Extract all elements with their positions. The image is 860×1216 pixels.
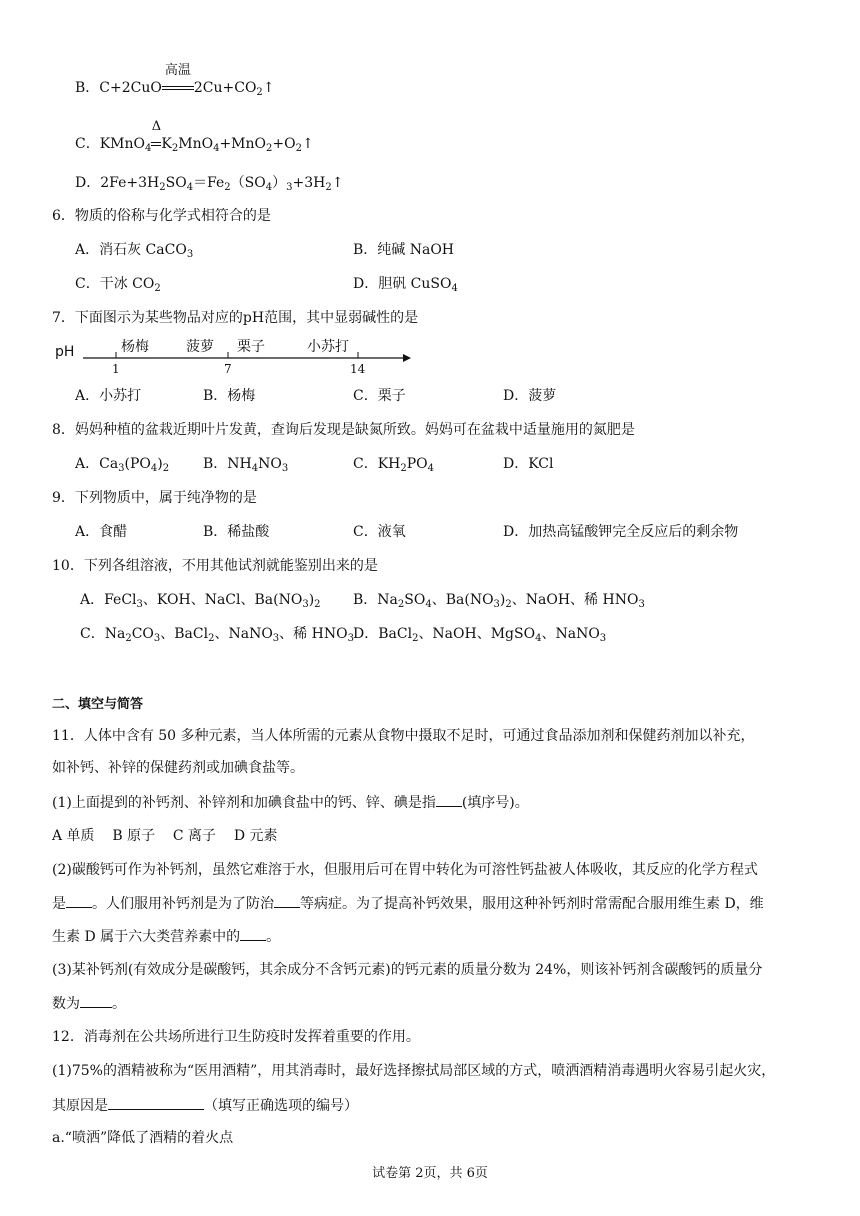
q12-line-3: 其原因是 （填写正确选项的编号） (52, 1095, 358, 1116)
q10-option-d: D．BaCl$_2$、NaOH、MgSO$_4$、NaNO$_3$ (353, 626, 607, 644)
q5-option-c: C．KMnO$_4$ Δ $K_2MnO_4+MnO_2+O_2↑$ (75, 119, 314, 154)
answer-blank[interactable] (274, 893, 300, 908)
q8-option-a: A．$Ca_3(PO_4)_2$ (75, 456, 170, 474)
q11-line-7: 生素 D 属于六大类营养素中的 。 (52, 926, 280, 947)
q7-stem: 7．下面图示为某些物品对应的pH范围，其中显弱碱性的是 (52, 310, 419, 326)
q10-option-b: B．$Na_2SO_4$、$Ba(NO_3)_2$、NaOH、稀 $HNO_3$ (353, 592, 645, 610)
q12-line-4: a.“喷洒”降低了酒精的着火点 (52, 1130, 234, 1146)
q8-option-b: B．$NH_4NO_3$ (203, 456, 289, 474)
answer-blank[interactable] (80, 993, 112, 1008)
answer-blank[interactable] (108, 1095, 204, 1110)
ph-item-boluo: 菠萝 (186, 339, 214, 355)
q8-stem: 8．妈妈种植的盆栽近期叶片发黄，查询后发现是缺氮所致。妈妈可在盆栽中适量施用的氮肥是 (52, 422, 635, 438)
q9-option-d: D．加热高锰酸钾完全反应后的剩余物 (503, 524, 739, 540)
q11-line-8: (3)某补钙剂(有效成分是碳酸钙，其余成分不含钙元素)的钙元素的质量分数为 24%，则该补钙剂含碳酸钙的质量分 (52, 962, 763, 978)
q11-line-1: 11．人体中含有 50 多种元素，当人体所需的元素从食物中摄取不足时，可通过食品添加剂和保健药剂加以补充， (52, 728, 755, 744)
ph-item-xiaosuda: 小苏打 (307, 339, 349, 355)
ph-scale-diagram (55, 338, 415, 378)
q5-option-d: D．$2Fe+3H_2SO_4=Fe_2(SO_4)_3+3H_2↑$ (75, 175, 344, 193)
q11-line-4: A 单质 B 原子 C 离子 D 元素 (52, 828, 278, 844)
q6-option-d: D．胆矾 CuSO$_4$ (353, 276, 458, 294)
answer-blank[interactable] (66, 893, 92, 908)
q8-option-d: D．KCl (503, 456, 554, 472)
q6-option-c: C．干冰 $CO_2$ (75, 276, 161, 294)
q9-option-b: B．稀盐酸 (203, 524, 270, 540)
ph-label: pH (55, 344, 75, 360)
ph-item-yangmei: 杨梅 (121, 339, 149, 355)
q6-option-a: A．消石灰 CaCO$_3$ (75, 242, 194, 260)
q12-line-2: (1)75%的酒精被称为“医用酒精”，用其消毒时，最好选择擦拭局部区域的方式，喷洒酒精消毒遇明火容易引起火灾， (52, 1063, 776, 1079)
q7-option-a: A．小苏打 (75, 388, 142, 404)
q9-option-c: C．液氧 (353, 524, 406, 540)
q11-line-9: 数为 。 (52, 993, 126, 1014)
q7-option-c: C．栗子 (353, 388, 406, 404)
q11-line-2: 如补钙、补锌的保健药剂或加碘食盐等。 (52, 760, 304, 776)
q6-option-b: B．纯碱 NaOH (353, 242, 455, 258)
q6-stem: 6．物质的俗称与化学式相符合的是 (52, 208, 271, 224)
q10-option-a: A．FeCl$_3$、KOH、NaCl、$Ba(NO_3)_2$ (80, 592, 321, 610)
q7-option-d: D．菠萝 (503, 388, 557, 404)
reaction-condition: Δ (151, 134, 161, 154)
q8-option-c: C．$KH_2PO_4$ (353, 456, 435, 474)
q9-option-a: A．食醋 (75, 524, 128, 540)
q11-line-6: 是 。人们服用补钙剂是为了防治 等病症。为了提高补钙效果，服用这种补钙剂时常需配合服用维生素 D，维 (52, 893, 764, 914)
ph-tick-14: 14 (350, 362, 366, 376)
q11-line-5: (2)碳酸钙可作为补钙剂，虽然它难溶于水，但服用后可在胃中转化为可溶性钙盐被人体吸收，其反应的化学方程式 (52, 862, 758, 878)
ph-tick-1: 1 (112, 362, 120, 376)
answer-blank[interactable] (436, 792, 462, 807)
q10-stem: 10．下列各组溶液，不用其他试剂就能鉴别出来的是 (52, 558, 378, 574)
reaction-condition: 高温 (162, 78, 194, 98)
ph-tick-7: 7 (224, 362, 232, 376)
q11-line-3: (1)上面提到的补钙剂、补锌剂和加碘食盐中的钙、锌、碘是指 (填序号)。 (52, 792, 529, 813)
page-footer: 试卷第 2页，共 6页 (372, 1166, 488, 1181)
q9-stem: 9．下列物质中，属于纯净物的是 (52, 490, 257, 506)
q5-option-b: B．C+2CuO 高温 $2Cu+CO_2↑$ (75, 63, 275, 98)
section-heading: 二、填空与简答 (52, 697, 144, 712)
answer-blank[interactable] (240, 926, 266, 941)
q10-option-c: C．$Na_2CO_3$、BaCl$_2$、NaNO$_3$、稀 $HNO_3$ (80, 626, 354, 644)
ph-item-lizi: 栗子 (237, 339, 265, 355)
q12-line-1: 12．消毒剂在公共场所进行卫生防疫时发挥着重要的作用。 (52, 1029, 420, 1045)
q7-option-b: B．杨梅 (203, 388, 256, 404)
